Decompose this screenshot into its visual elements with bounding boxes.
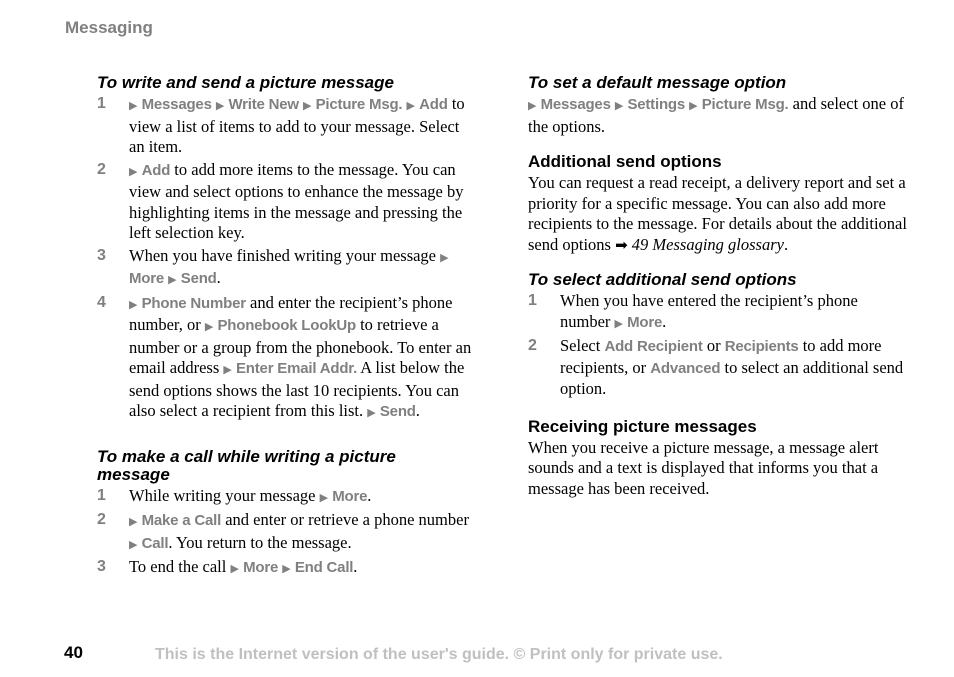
step-text: and enter the recipient’s phone number, or: [129, 292, 453, 334]
body-text: You can request a read receipt, a delivery report and set a priority for a specific message. You can also add more recipients to the message. For details about the additional send options: [528, 173, 907, 254]
menu-item: Write New: [228, 96, 299, 113]
right-column: [528, 74, 908, 499]
step-text: or: [706, 336, 721, 355]
arrow-icon: ▶: [614, 99, 624, 112]
steps-write: [97, 94, 472, 424]
footer-note: This is the Internet version of the user's guide. © Print only for private use.: [155, 646, 723, 663]
menu-item: Add Recipient: [604, 338, 703, 355]
step-text: A list below the send options shows the last 10 recipients. You can also select a recipient from this list.: [129, 358, 465, 420]
menu-item: Picture Msg.: [315, 96, 403, 113]
body-text: and select one of the options.: [528, 94, 904, 136]
arrow-icon: ▶: [367, 406, 376, 419]
section-header: Messaging: [65, 18, 153, 37]
default-option-text: [528, 94, 908, 137]
step-text: To end the call: [129, 557, 227, 576]
step: [528, 291, 908, 334]
arrow-icon: ▶: [614, 316, 623, 330]
arrow-icon: ▶: [406, 99, 415, 112]
step-number: 3: [97, 558, 106, 575]
steps-select: [528, 291, 908, 400]
step-number: 1: [528, 292, 537, 309]
menu-item: Add: [141, 161, 171, 179]
punctuation: .: [415, 401, 420, 420]
menu-item: Settings: [627, 96, 686, 113]
arrow-icon: ▶: [303, 99, 312, 112]
step: [528, 336, 908, 400]
step-text: When you have finished writing your message: [129, 245, 437, 265]
step-text: to select an additional send option.: [560, 357, 904, 398]
step: [97, 510, 472, 555]
menu-item: More: [332, 487, 368, 505]
section-title-additional: Additional send options: [528, 152, 722, 171]
menu-item: Recipients: [724, 338, 799, 355]
step-text: Select: [560, 336, 601, 355]
step-number: 3: [97, 246, 106, 264]
menu-item: Send: [379, 403, 416, 420]
step-number: 2: [528, 337, 537, 354]
arrow-icon: ▶: [319, 490, 329, 504]
arrow-icon: ▶: [129, 297, 138, 311]
menu-item: More: [627, 313, 663, 331]
procedure-title-select: To select additional send options: [528, 270, 797, 289]
step-number: 1: [97, 95, 106, 112]
step-number: 2: [97, 160, 106, 178]
step: [97, 246, 472, 291]
step-text: While writing your message: [129, 485, 316, 505]
menu-item: Messages: [141, 96, 212, 113]
step: [97, 160, 472, 244]
page-number: 40: [64, 643, 83, 662]
cross-reference: 49 Messaging glossary: [631, 234, 784, 254]
step-text: to retrieve a number or a group from the phonebook. To enter an email address: [129, 315, 472, 377]
punctuation: .: [367, 485, 372, 505]
menu-item: More: [243, 559, 279, 576]
punctuation: .: [662, 311, 667, 331]
steps-call: [97, 486, 472, 580]
arrow-icon: ▶: [168, 273, 177, 286]
step-number: 2: [97, 511, 106, 528]
menu-item: Make a Call: [141, 512, 222, 529]
menu-item: More: [129, 270, 165, 287]
arrow-icon: ▶: [129, 99, 138, 112]
arrow-icon: ▶: [204, 320, 214, 333]
step-number: 1: [97, 486, 106, 504]
arrow-icon: ▶: [129, 515, 138, 528]
section-title-receiving: Receiving picture messages: [528, 416, 757, 436]
menu-item: Messages: [540, 96, 611, 113]
arrow-icon: ▶: [689, 99, 698, 112]
procedure-title-call: To make a call while writing a picture message: [97, 446, 396, 484]
menu-item: Send: [180, 270, 217, 287]
arrow-icon: ▶: [129, 164, 138, 178]
step-text: to add more items to the message. You can view and select options to enhance the message by highlighting items in the message and pressing the left selection key.: [129, 159, 464, 242]
procedure-title-default: To set a default message option: [528, 73, 787, 92]
menu-item: Call: [141, 534, 169, 552]
step-text: When you have entered the recipient’s phone number: [560, 291, 858, 331]
arrow-icon: ▶: [440, 250, 449, 264]
arrow-icon: ▶: [129, 537, 138, 551]
menu-item: Phone Number: [141, 294, 246, 312]
step-text: and enter or retrieve a phone number: [225, 510, 469, 529]
arrow-icon: ▶: [282, 562, 291, 575]
arrow-icon: ▶: [528, 99, 537, 112]
punctuation: .: [216, 268, 221, 287]
menu-item: Phonebook LookUp: [217, 317, 356, 334]
step: [97, 94, 472, 158]
step: [97, 557, 472, 580]
menu-item: Advanced: [650, 359, 721, 377]
arrow-icon: ▶: [230, 562, 239, 575]
step: [97, 293, 472, 424]
menu-item: Picture Msg.: [701, 96, 789, 113]
left-column: [97, 74, 472, 582]
arrow-icon: ▶: [223, 363, 232, 376]
step-text: . You return to the message.: [168, 532, 352, 552]
menu-item: Enter Email Addr.: [235, 360, 358, 377]
step-text: to add more recipients, or: [560, 336, 882, 377]
menu-item: Add: [419, 96, 448, 113]
punctuation: .: [353, 557, 358, 576]
step-number: 4: [97, 293, 106, 311]
step-text: to view a list of items to add to your message. Select an item.: [129, 94, 465, 156]
punctuation: .: [783, 234, 789, 254]
additional-options-text: [528, 173, 908, 255]
procedure-title-write: To write and send a picture message: [97, 73, 394, 92]
receiving-text: When you receive a picture message, a message alert sounds and a text is displayed that informs you that a message has been received.: [528, 437, 879, 498]
step: [97, 486, 472, 509]
menu-item: End Call: [294, 559, 354, 576]
arrow-icon: ▶: [215, 99, 225, 112]
pointing-hand-icon: ➡: [615, 235, 628, 254]
